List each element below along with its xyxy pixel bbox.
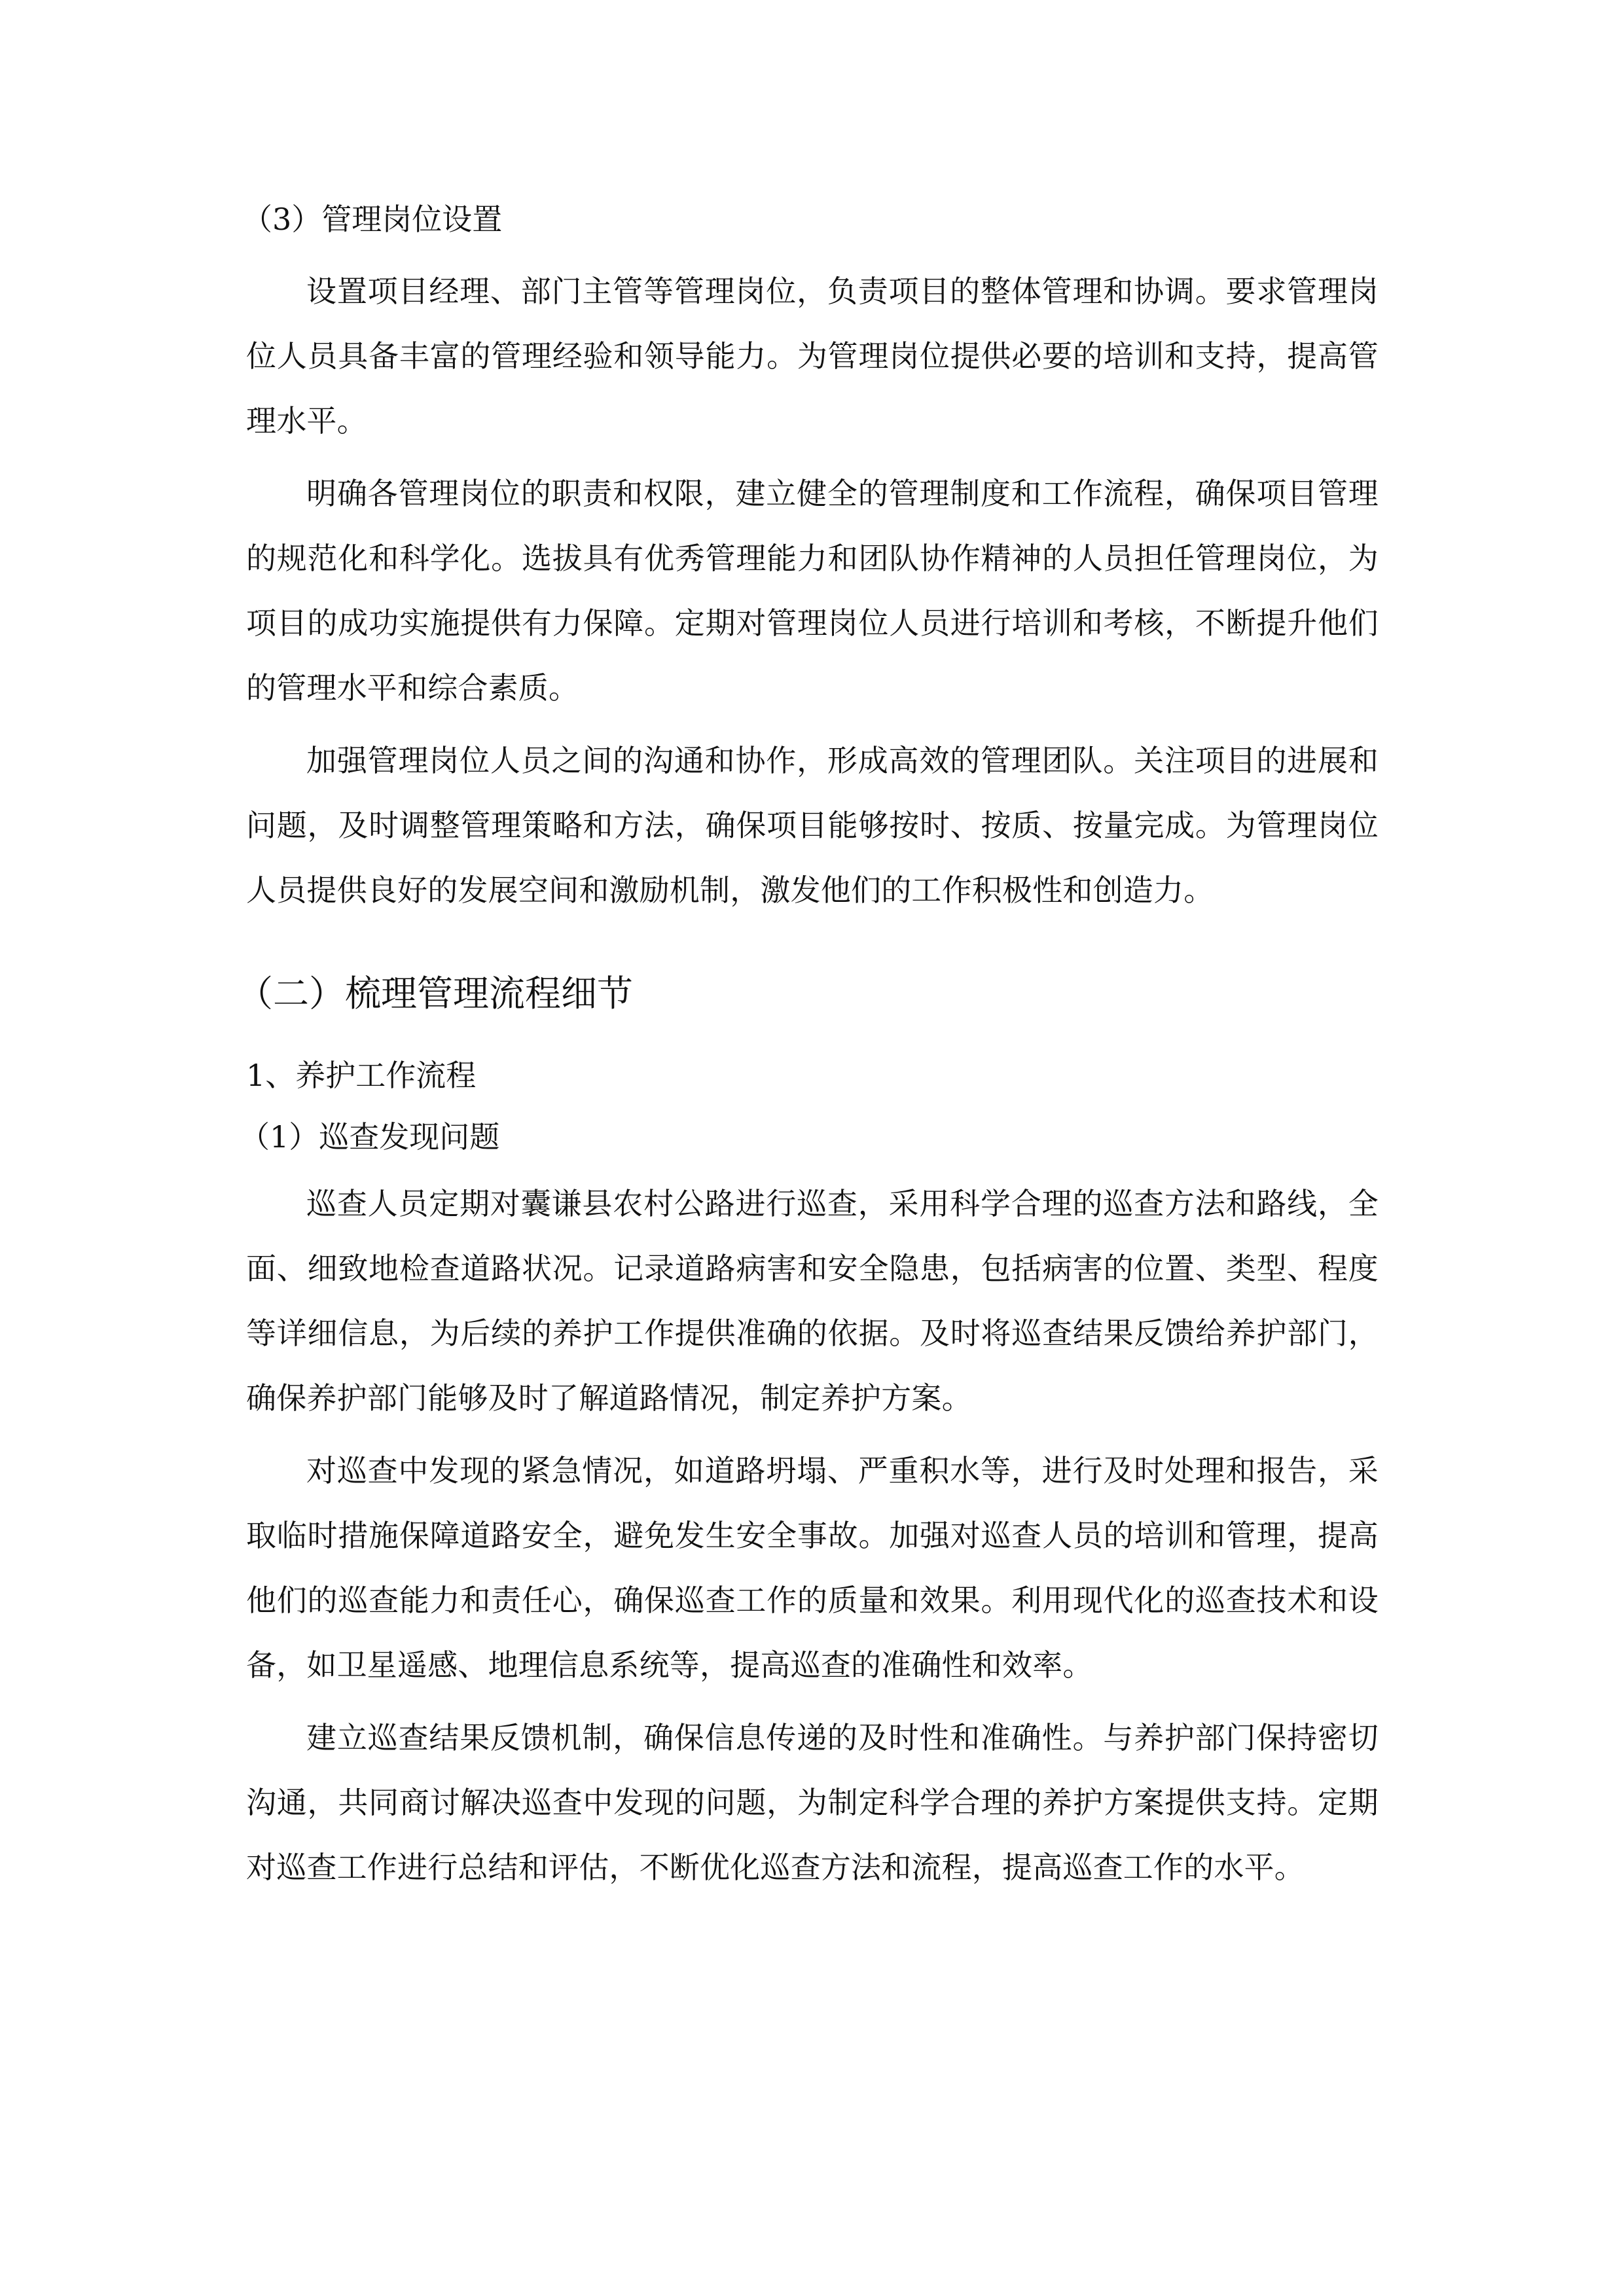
- paragraph: 加强管理岗位人员之间的沟通和协作，形成高效的管理团队。关注项目的进展和问题，及时调整管理策略和方法，确保项目能够按时、按质、按量完成。为管理岗位人员提供良好的发展空间和激励机制，激发他们的工作积极性和创造力。: [246, 743, 1379, 908]
- paragraph: 建立巡查结果反馈机制，确保信息传递的及时性和准确性。与养护部门保持密切沟通，共同商讨解决巡查中发现的问题，为制定科学合理的养护方案提供支持。定期对巡查工作进行总结和评估，不断优化巡查方法和流程，提高巡查工作的水平。: [246, 1720, 1379, 1885]
- page-content: [237, 190, 1379, 1908]
- section-title: （二）梳理管理流程细节: [237, 973, 634, 1014]
- paragraph: 巡查人员定期对囊谦县农村公路进行巡查，采用科学合理的巡查方法和路线，全面、细致地检查道路状况。记录道路病害和安全隐患，包括病害的位置、类型、程度等详细信息，为后续的养护工作提供准确的依据。及时将巡查结果反馈给养护部门，确保养护部门能够及时了解道路情况，制定养护方案。: [246, 1186, 1379, 1416]
- item-heading: 1、养护工作流程: [246, 1058, 477, 1093]
- paragraph: 明确各管理岗位的职责和权限，建立健全的管理制度和工作流程，确保项目管理的规范化和科学化。选拔具有优秀管理能力和团队协作精神的人员担任管理岗位，为项目的成功实施提供有力保障。定期对管理岗位人员进行培训和考核，不断提升他们的管理水平和综合素质。: [246, 476, 1379, 706]
- paragraph: 对巡查中发现的紧急情况，如道路坍塌、严重积水等，进行及时处理和报告，采取临时措施保障道路安全，避免发生安全事故。加强对巡查人员的培训和管理，提高他们的巡查能力和责任心，确保巡查工作的质量和效果。利用现代化的巡查技术和设备，如卫星遥感、地理信息系统等，提高巡查的准确性和效率。: [246, 1453, 1379, 1683]
- subheading-management-positions: （3）管理岗位设置: [242, 202, 503, 237]
- paragraph: 设置项目经理、部门主管等管理岗位，负责项目的整体管理和协调。要求管理岗位人员具备丰富的管理经验和领导能力。为管理岗位提供必要的培训和支持，提高管理水平。: [246, 274, 1379, 439]
- subheading-inspection: （1）巡查发现问题: [240, 1119, 500, 1155]
